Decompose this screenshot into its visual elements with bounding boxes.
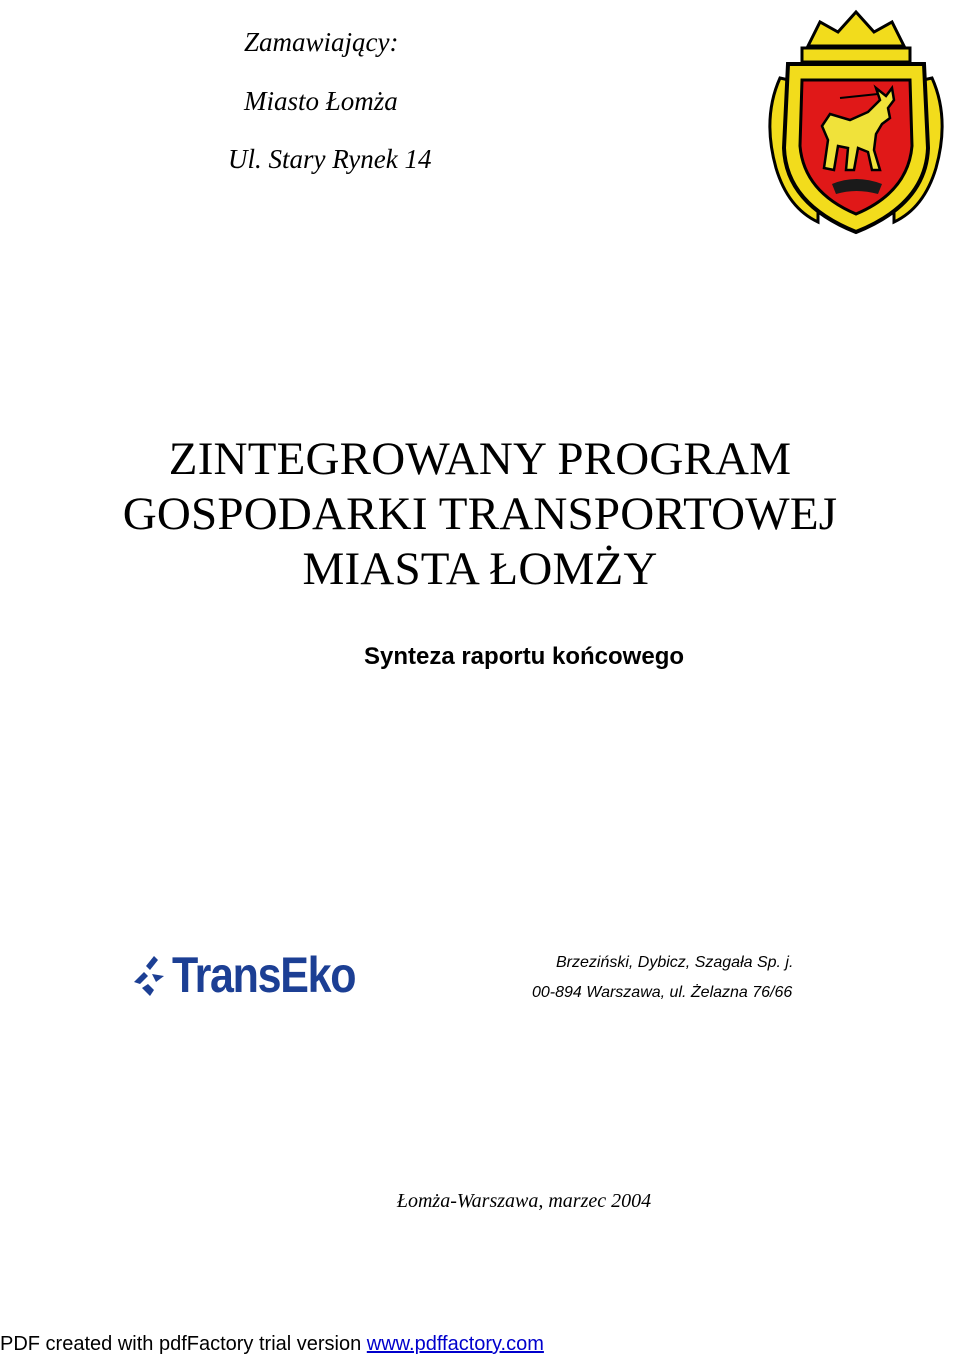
footer-text: PDF created with pdfFactory trial version: [0, 1333, 367, 1355]
lomza-coat-of-arms-icon: [758, 8, 954, 238]
title-line-3: MIASTA ŁOMŻY: [302, 543, 658, 595]
document-subtitle: Synteza raportu końcowego: [363, 643, 685, 670]
pdffactory-link[interactable]: www.pdffactory.com: [366, 1333, 544, 1355]
transeko-mark-icon: [132, 952, 166, 998]
title-line-1: ZINTEGROWANY PROGRAM: [168, 433, 792, 485]
client-name: Miasto Łomża: [244, 86, 398, 116]
client-heading: Zamawiający:: [244, 27, 399, 57]
pdf-footer: [0, 1333, 544, 1356]
transeko-wordmark: TransEko: [172, 947, 356, 1003]
place-and-date: Łomża-Warszawa, marzec 2004: [396, 1190, 652, 1212]
title-line-2: GOSPODARKI TRANSPORTOWEJ: [122, 488, 838, 540]
firm-name: Brzeziński, Dybicz, Szagała Sp. j.: [556, 954, 794, 971]
client-address: Ul. Stary Rynek 14: [228, 144, 432, 174]
firm-address: 00-894 Warszawa, ul. Żelazna 76/66: [532, 984, 793, 1001]
transeko-logo: [132, 947, 385, 1003]
